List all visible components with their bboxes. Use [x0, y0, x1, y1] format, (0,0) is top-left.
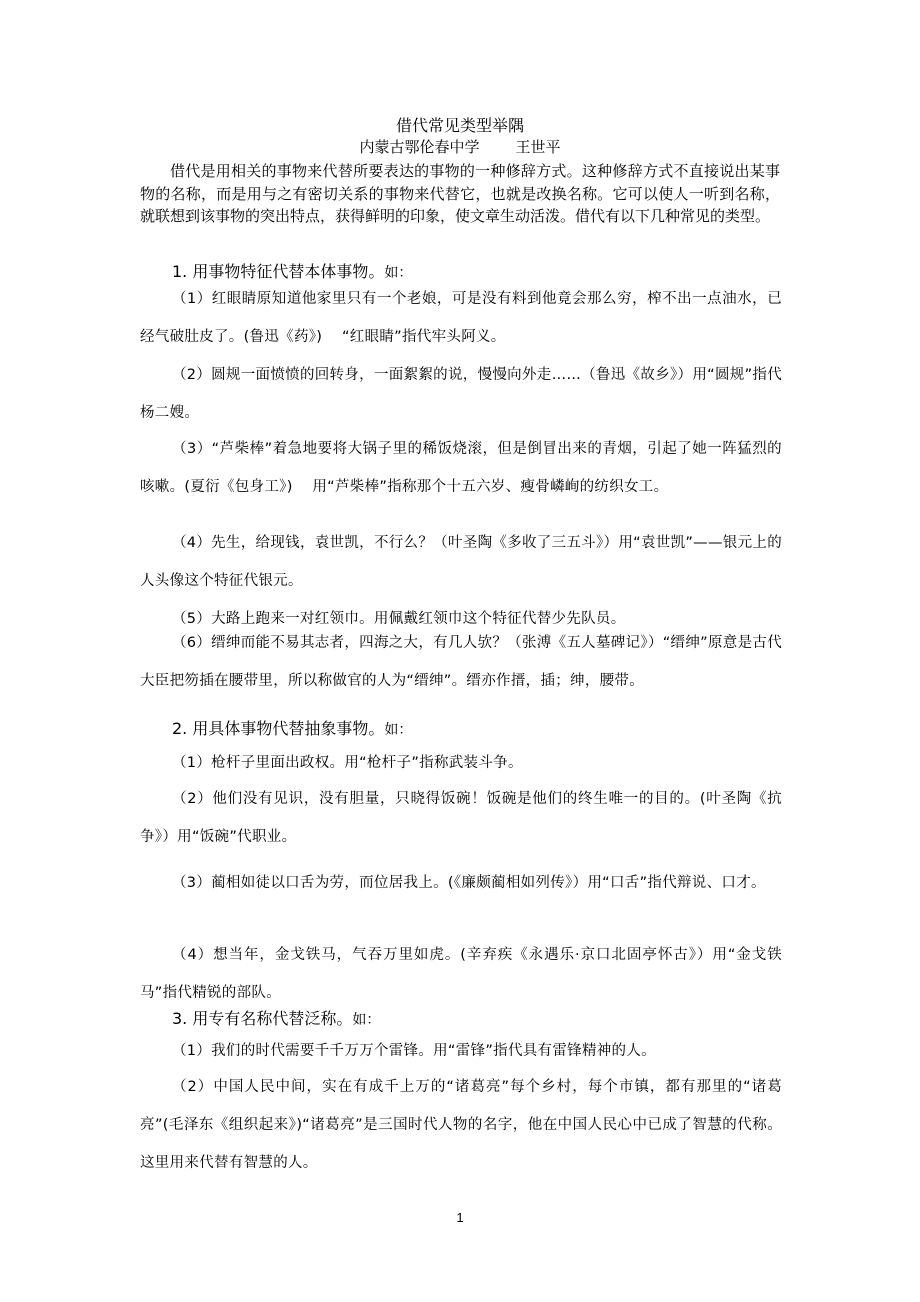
- doc-title: 借代常见类型举隅: [395, 116, 524, 135]
- example-paragraph: （1）我们的时代需要千千万万个雷锋。用“雷锋”指代具有雷锋精神的人。: [172, 1043, 656, 1059]
- example-paragraph: （2）圆规一面愤愤的回转身，一面絮絮的说，慢慢向外走……（鲁迅《故乡》）用“圆规”指代杨二嫂。: [140, 367, 782, 421]
- section-heading: [172, 259, 412, 282]
- section-heading-lead: 如：: [384, 722, 413, 738]
- section-heading-text: 3. 用专有名称代替泛称。: [172, 1009, 353, 1028]
- example-paragraph: （2）中国人民中间，实在有成千上万的“诸葛亮”每个乡村，每个市镇，都有那里的“诸葛亮”(毛泽东《组织起来》)“诸葛亮”是三国时代人物的名字，他在中国人民心中已成了智慧的代称。这里用来代替有智慧的人。: [140, 1079, 782, 1171]
- example-paragraph: （5）大路上跑来一对红领巾。用佩戴红领巾这个特征代替少先队员。: [172, 611, 626, 627]
- page-number: 1: [456, 1210, 464, 1225]
- section-heading-lead: 如：: [352, 1012, 381, 1028]
- intro-paragraph: 借代是用相关的事物来代替所要表达的事物的一种修辞方式。这种修辞方式不直接说出某事物的名称，而是用与之有密切关系的事物来代替它，也就是改换名称。它可以使人一听到名称，就联想到该事物的突出特点，获得鲜明的印象，使文章生动活泼。借代有以下几种常见的类型。: [140, 162, 780, 225]
- example-paragraph: （3）“芦柴棒”着急地要将大锅子里的稀饭烧滚，但是倒冒出来的青烟，引起了她一阵猛烈的咳嗽。(夏衍《包身工》) 用“芦柴棒”指称那个十五六岁、瘦骨嶙峋的纺织女工。: [140, 441, 782, 495]
- example-paragraph: （6）缙绅而能不易其志者，四海之大，有几人欤？（张溥《五人墓碑记》）“缙绅”原意是古代大臣把笏插在腰带里，所以称做官的人为“缙绅”。缙亦作搢，插；绅，腰带。: [140, 635, 782, 689]
- example-paragraph: （1）红眼睛原知道他家里只有一个老娘，可是没有料到他竟会那么穷，榨不出一点油水，已经气破肚皮了。(鲁迅《药》) “红眼睛”指代牢头阿义。: [140, 291, 782, 345]
- author-name: 王世平: [515, 138, 561, 156]
- doc-byline: [0, 136, 920, 157]
- section-heading-text: 1. 用事物特征代替本体事物。: [172, 262, 385, 281]
- example-paragraph: （3）蔺相如徒以口舌为劳，而位居我上。(《廉颇蔺相如列传》）用“口舌”指代辩说、口才。: [172, 875, 766, 891]
- example-paragraph: （4）想当年，金戈铁马，气吞万里如虎。(辛弃疾《永遇乐·京口北固亭怀古》）用“金戈铁马”指代精锐的部队。: [140, 947, 782, 1001]
- section-heading-lead: 如：: [384, 265, 413, 281]
- school-name: 内蒙古鄂伦春中学: [359, 138, 480, 156]
- example-paragraph: （1）枪杆子里面出政权。用“枪杆子”指称武装斗争。: [172, 755, 523, 771]
- example-paragraph: （4）先生，给现钱，袁世凯，不行么？（叶圣陶《多收了三五斗》）用“袁世凯”——银元上的人头像这个特征代银元。: [140, 535, 782, 589]
- section-heading-text: 2. 用具体事物代替抽象事物。: [172, 719, 385, 738]
- example-paragraph: （2）他们没有见识，没有胆量，只晓得饭碗！饭碗是他们的终生唯一的目的。(叶圣陶《抗争》）用“饭碗”代职业。: [140, 791, 782, 845]
- section-heading: [172, 716, 412, 739]
- section-heading: [172, 1006, 380, 1029]
